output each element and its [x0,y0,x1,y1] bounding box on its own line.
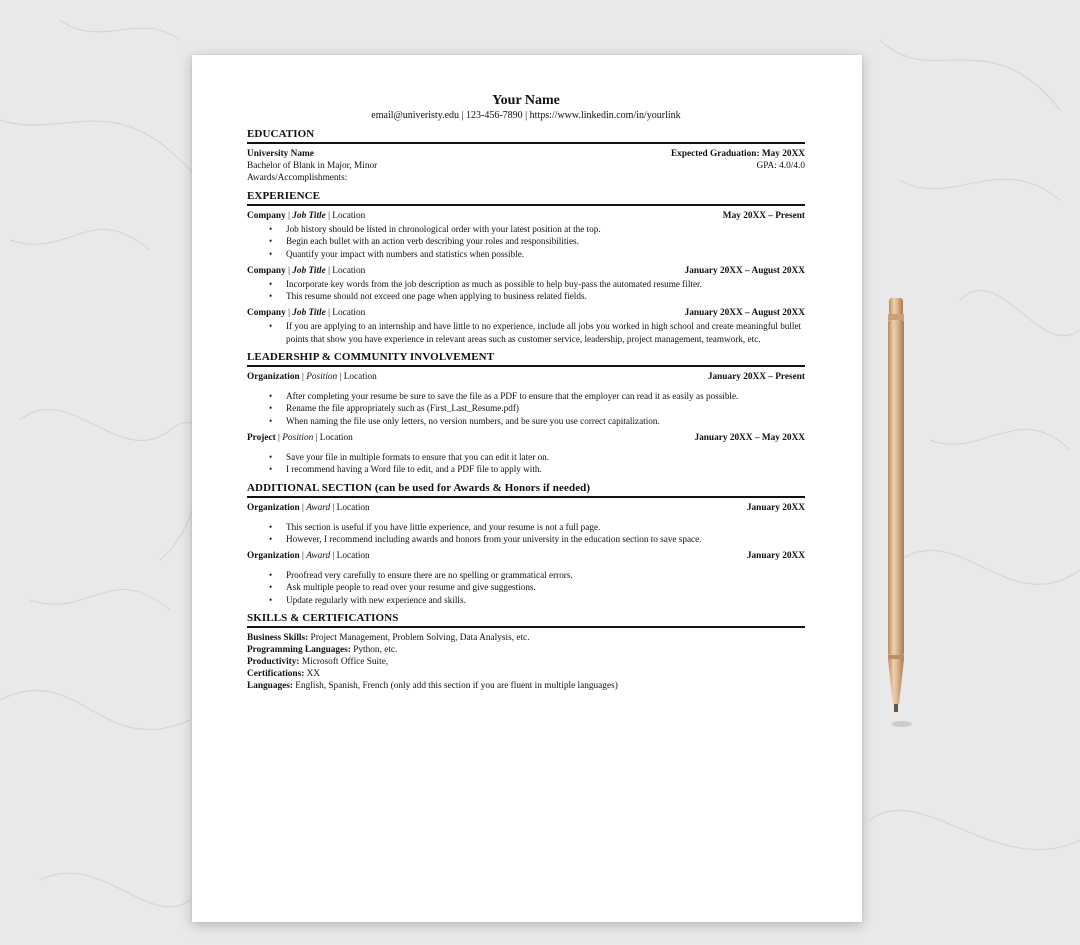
skills-line [247,656,805,668]
section-title-education: EDUCATION [247,128,805,144]
org-name: Organization [247,551,300,562]
award-name: Award [306,551,331,562]
org-dates: January 20XX – May 20XX [694,432,805,443]
job-dates: January 20XX – August 20XX [684,308,805,319]
org-position: Position [282,432,314,443]
skills-line [247,632,805,644]
bullet-item: • Ask multiple people to read over your resume and give suggestions. [286,581,805,593]
bullet-item: • This resume should not exceed one page when applying to business related fields. [286,290,805,302]
skills-line [247,680,805,692]
org-header: Project | Position | Location January 20XX – May 20XX [247,432,805,443]
org-name: Organization [247,502,300,513]
skills-value: Python, etc. [350,645,398,656]
skills-line [247,668,805,680]
org-bullets [247,390,805,427]
org-bullets [247,569,805,606]
job-title: Job Title [292,308,326,319]
org-bullets [247,451,805,476]
bullet-item: • This section is useful if you have little experience, and your resume is not a full page. [286,521,805,533]
skills-label: Certifications: [247,669,305,680]
org-dates: January 20XX [746,502,805,513]
org-position: Position [306,372,338,383]
contact-info: email@univeristy.edu | 123-456-7890 | https://www.linkedin.com/in/yourlink [371,110,681,121]
org-header: Organization | Position | Location January 20XX – Present [247,372,805,383]
award-name: Award [306,502,331,513]
resume-document [247,93,805,692]
awards-line: Awards/Accomplishments: [247,173,348,183]
job-title: Job Title [292,211,326,221]
bullet-item: • Save your file in multiple formats to ensure that you can edit it later on. [286,451,805,463]
bullet-item: • If you are applying to an internship and have little to no experience, include all jobs you worked in high school and create meaningful bullet points that show you have experience in relevant areas such as customer service, leadership, project management, teamwork, etc. [286,320,805,345]
org-location: Location [336,551,370,562]
gpa: GPA: 4.0/4.0 [756,161,805,171]
education-row-1 [247,148,805,160]
candidate-name: Your Name [492,93,560,108]
org-name: Organization [247,372,300,383]
skills-line [247,644,805,656]
job-location: Location [332,265,366,276]
bullet-item: • Incorporate key words from the job description as much as possible to help buy-pass the automated resume filter. [286,278,805,290]
company-name: Company [247,211,286,221]
job-bullets [247,223,805,260]
resume-paper [192,55,862,922]
org-header: Organization | Award | Location January 20XX [247,502,805,513]
job-location: Location [332,211,366,221]
skills-label: Languages: [247,681,293,692]
bullet-item: • I recommend having a Word file to edit, and a PDF file to apply with. [286,463,805,475]
skills-label: Productivity: [247,657,300,668]
section-title-experience: EXPERIENCE [247,190,805,206]
org-dates: January 20XX [746,551,805,562]
job-header: Company | Job Title | Location January 20XX – August 20XX [247,265,805,276]
bullet-item: • Proofread very carefully to ensure there are no spelling or grammatical errors. [286,569,805,581]
skills-value: XX [304,669,321,680]
org-dates: January 20XX – Present [707,372,805,383]
job-title: Job Title [292,265,326,276]
section-title-leadership: LEADERSHIP & COMMUNITY INVOLVEMENT [247,351,805,367]
pen-icon [880,292,920,732]
bullet-item: • Rename the file appropriately such as (First_Last_Resume.pdf) [286,402,805,414]
skills-list [247,632,805,692]
skills-value: English, Spanish, French (only add this section if you are fluent in multiple languages) [292,681,618,692]
bullet-item: • Update regularly with new experience and skills. [286,594,805,606]
skills-label: Programming Languages: [247,645,351,656]
bullet-item: • Begin each bullet with an action verb describing your roles and responsibilities. [286,235,805,247]
job-header: Company | Job Title | Location May 20XX – Present [247,211,805,221]
org-bullets [247,521,805,546]
job-bullets [247,278,805,303]
org-name: Project [247,432,276,443]
school-name: University Name [247,149,314,159]
degree: Bachelor of Blank in Major, Minor [247,161,378,171]
skills-value: Microsoft Office Suite, [299,657,389,668]
graduation-date: Expected Graduation: May 20XX [670,149,805,159]
company-name: Company [247,265,286,276]
education-row-2 [247,160,805,172]
bullet-item: • Job history should be listed in chronological order with your latest position at the top. [286,223,805,235]
org-header: Organization | Award | Location January 20XX [247,551,805,562]
bullet-item: • When naming the file use only letters, no version numbers, and be sure you use correct capitalization. [286,415,805,427]
org-location: Location [343,372,377,383]
job-dates: January 20XX – August 20XX [684,265,805,276]
job-location: Location [332,308,366,319]
section-title-additional: ADDITIONAL SECTION (can be used for Awards & Honors if needed) [247,482,805,498]
bullet-item: • After completing your resume be sure to save the file as a PDF to ensure that the employer can read it as easily as possible. [286,390,805,402]
company-name: Company [247,308,286,319]
bullet-item: • However, I recommend including awards and honors from your university in the education section to save space. [286,533,805,545]
job-header: Company | Job Title | Location January 20XX – August 20XX [247,308,805,319]
org-location: Location [336,502,370,513]
skills-label: Business Skills: [247,633,309,644]
job-dates: May 20XX – Present [722,211,805,221]
org-location: Location [319,432,353,443]
section-title-skills: SKILLS & CERTIFICATIONS [247,612,805,628]
skills-value: Project Management, Problem Solving, Data Analysis, etc. [308,633,530,644]
job-bullets [247,320,805,345]
bullet-item: • Quantify your impact with numbers and statistics when possible. [286,248,805,260]
